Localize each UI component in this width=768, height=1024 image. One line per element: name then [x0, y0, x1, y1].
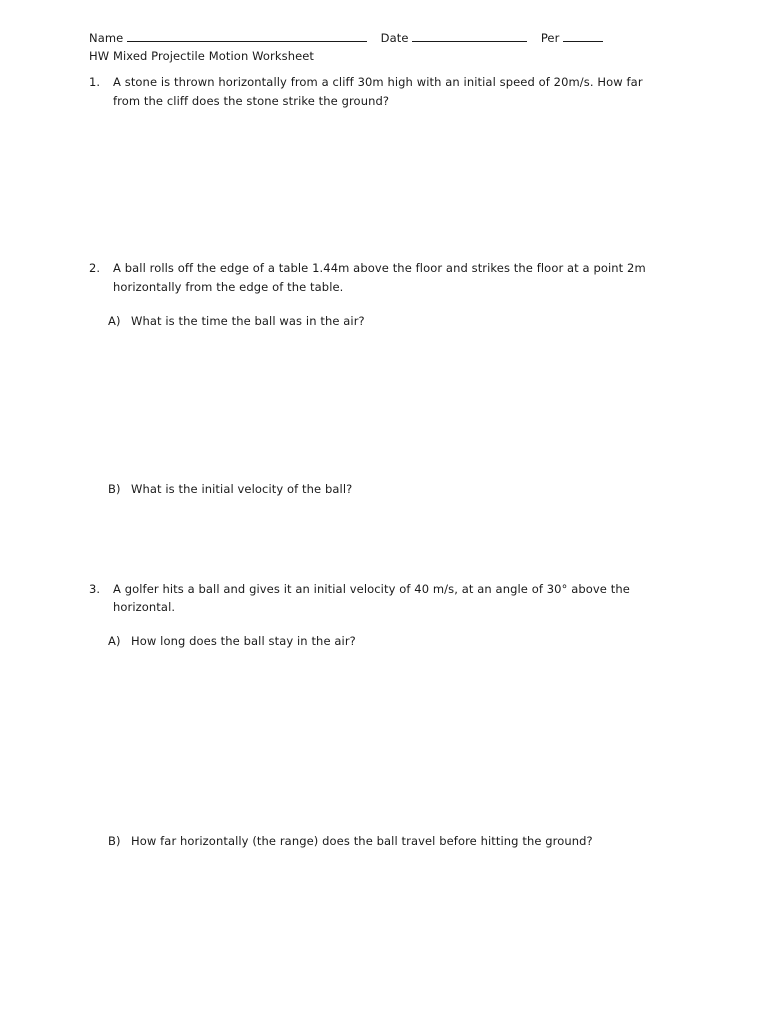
question-2-number: 2. — [89, 261, 101, 275]
question-2a-label: A) — [108, 314, 121, 328]
date-label: Date — [380, 31, 409, 45]
question-3a-text: How long does the ball stay in the air? — [131, 634, 356, 648]
question-3a-label: A) — [108, 634, 121, 648]
question-3-line-2: horizontal. — [113, 600, 176, 614]
question-1-line-1: A stone is thrown horizontally from a cliff 30m high with an initial speed of 20m/s. How far — [113, 75, 643, 89]
question-3b-text: How far horizontally (the range) does the ball travel before hitting the ground? — [131, 834, 593, 848]
question-2b-text: What is the initial velocity of the ball? — [131, 482, 353, 496]
header-row — [89, 30, 603, 45]
question-2a-text: What is the time the ball was in the air? — [131, 314, 365, 328]
date-field[interactable] — [412, 30, 527, 42]
question-1-line-2: from the cliff does the stone strike the ground? — [113, 94, 390, 108]
per-field[interactable] — [563, 30, 603, 42]
question-2b-label: B) — [108, 482, 121, 496]
question-3-number: 3. — [89, 582, 101, 596]
worksheet-title: HW Mixed Projectile Motion Worksheet — [89, 49, 315, 63]
question-2-line-2: horizontally from the edge of the table. — [113, 280, 344, 294]
question-2-line-1: A ball rolls off the edge of a table 1.44m above the floor and strikes the floor at a point 2m — [113, 261, 646, 275]
question-3b-label: B) — [108, 834, 121, 848]
name-label: Name — [89, 31, 124, 45]
question-3-line-1: A golfer hits a ball and gives it an initial velocity of 40 m/s, at an angle of 30° above the — [113, 582, 630, 596]
name-field[interactable] — [127, 30, 367, 42]
per-label: Per — [540, 31, 560, 45]
question-1-number: 1. — [89, 75, 101, 89]
